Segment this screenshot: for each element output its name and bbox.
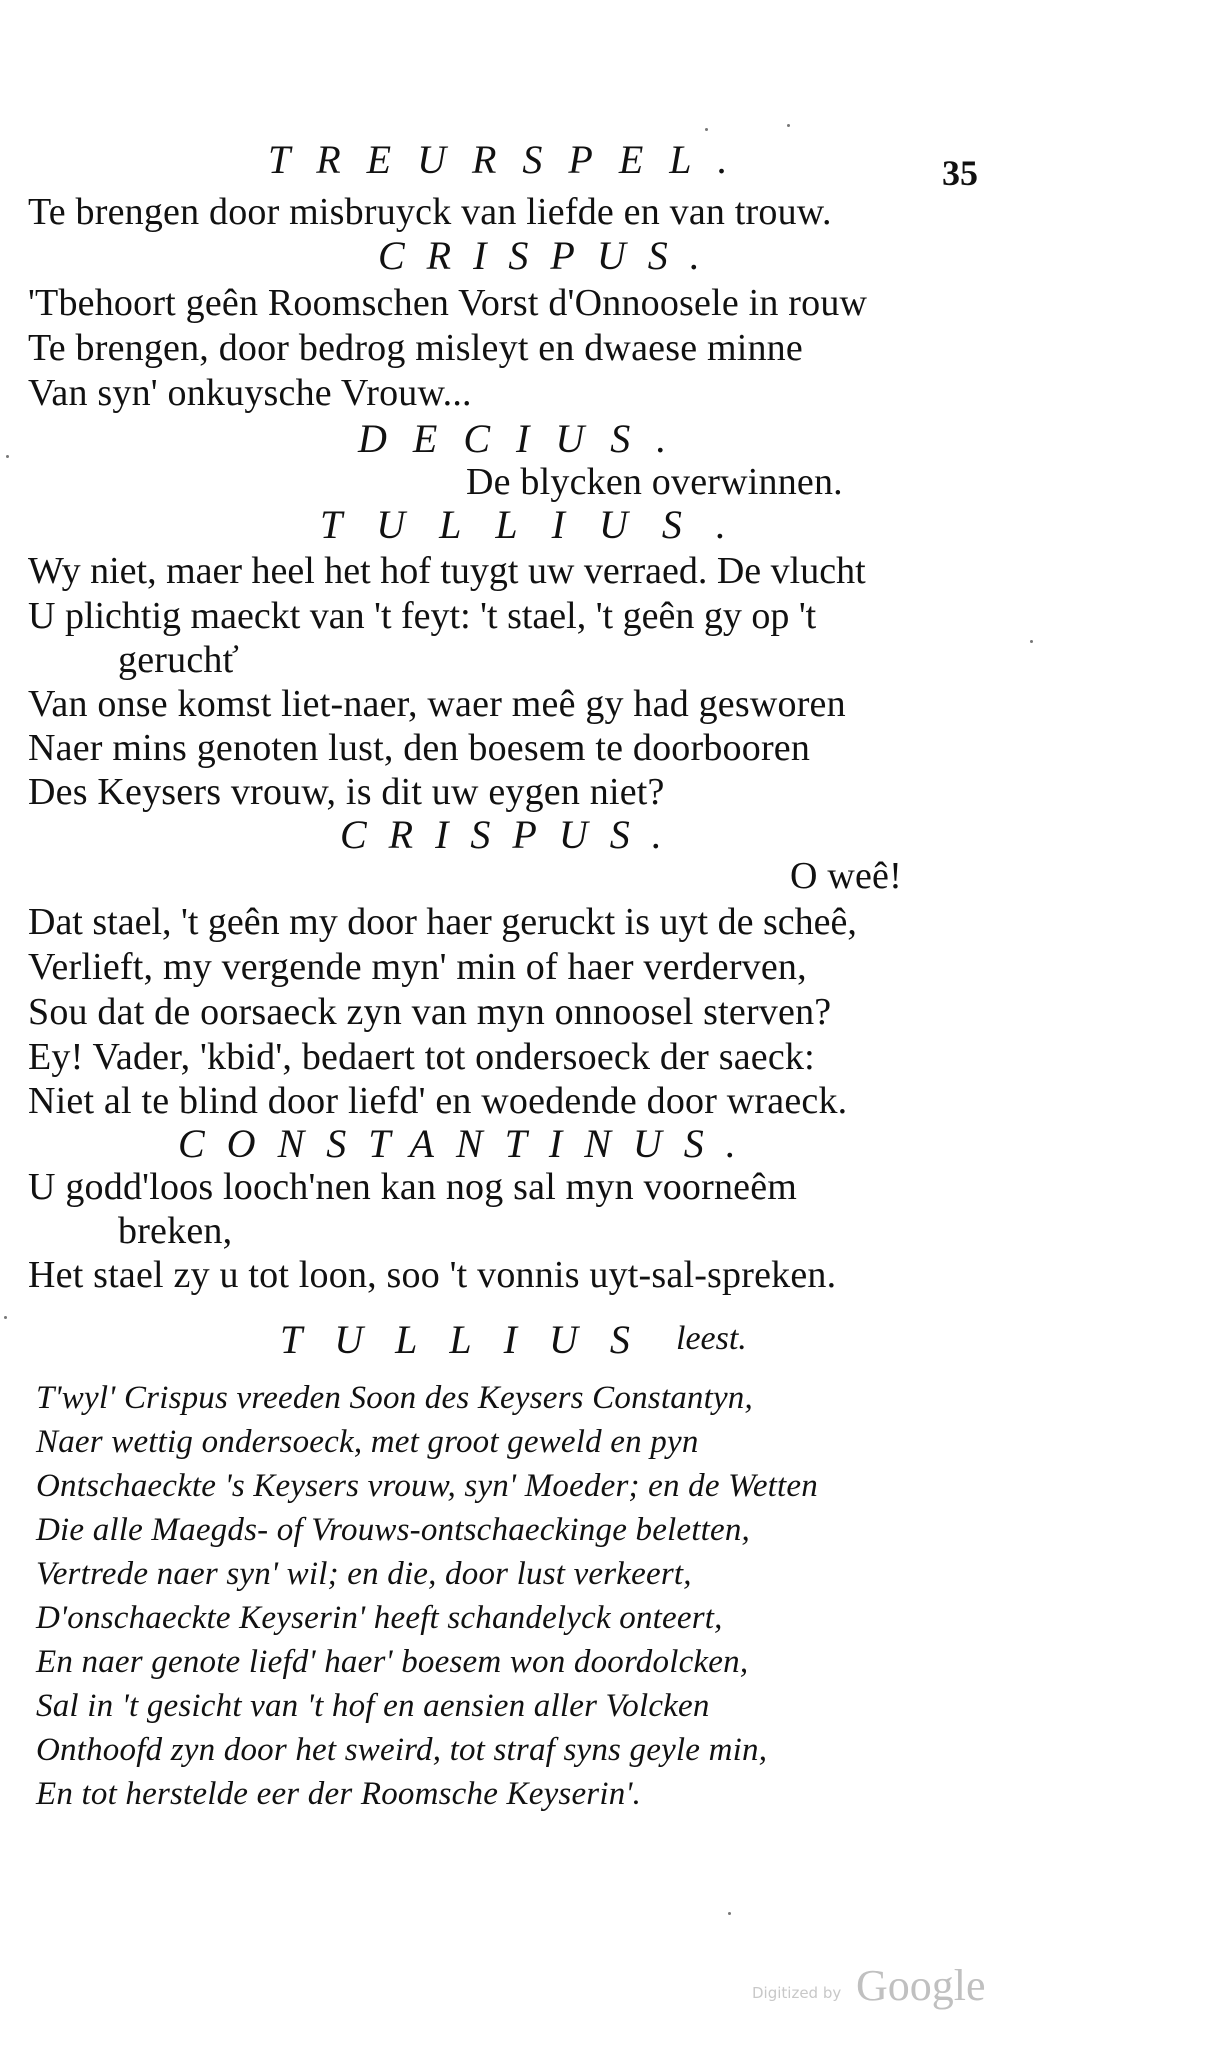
running-title: TREURSPEL.	[268, 137, 754, 182]
sentence-line: Vertrede naer syn' wil; en die, door lust verkeert,	[36, 1556, 692, 1592]
sentence-line: Die alle Maegds- of Vrouws-ontschaeckinge beletten,	[36, 1512, 750, 1548]
speaker-name: CONSTANTINUS.	[178, 1121, 758, 1166]
verse-line: Dat stael, 't geên my door haer geruckt is uyt de scheê,	[28, 901, 857, 943]
sentence-line: En naer genote liefd' haer' boesem won doordolcken,	[36, 1644, 749, 1680]
verse-line: Te brengen, door bedrog misleyt en dwaese minne	[28, 327, 803, 369]
verse-line: Wy niet, maer heel het hof tuygt uw verraed. De vlucht	[28, 550, 866, 592]
page-number: 35	[942, 153, 978, 193]
verse-line-continuation: geruchť	[118, 639, 240, 681]
sentence-line: Onthoofd zyn door het sweird, tot straf syns geyle min,	[36, 1732, 768, 1768]
verse-line-continuation: breken,	[118, 1210, 233, 1252]
verse-line: 'Tbehoort geên Roomschen Vorst d'Onnoosele in rouw	[28, 282, 868, 324]
scan-speck	[1030, 640, 1033, 643]
verse-line: U godd'loos looch'nen kan nog sal myn voorneêm	[28, 1166, 798, 1208]
speaker-name: CRISPUS.	[378, 233, 722, 278]
verse-line: Ey! Vader, 'kbid', bedaert tot ondersoeck der saeck:	[28, 1036, 815, 1078]
scan-speck	[787, 124, 790, 127]
speaker-name: DECIUS.	[358, 416, 693, 461]
speaker-name: CRISPUS.	[340, 812, 684, 857]
sentence-line: Sal in 't gesicht van 't hof en aensien aller Volcken	[36, 1688, 710, 1724]
speaker-name: TULLIUS.	[320, 502, 760, 547]
verse-line: Sou dat de oorsaeck zyn van myn onnoosel sterven?	[28, 991, 832, 1033]
verse-line: U plichtig maeckt van 't feyt: 't stael, 't geên gy op 't	[28, 595, 817, 637]
sentence-line: En tot herstelde eer der Roomsche Keyserin'.	[36, 1776, 642, 1812]
verse-line: Van onse komst liet-naer, waer meê gy had gesworen	[28, 683, 846, 725]
sentence-line: Naer wettig ondersoeck, met groot geweld en pyn	[36, 1424, 699, 1460]
verse-line: Verlieft, my vergende myn' min of haer verderven,	[28, 946, 807, 988]
scan-speck	[728, 1912, 731, 1915]
sentence-line: Ontschaeckte 's Keysers vrouw, syn' Moeder; en de Wetten	[36, 1468, 818, 1504]
verse-line: De blycken overwinnen.	[466, 461, 843, 503]
sentence-line: D'onschaeckte Keyserin' heeft schandelyck onteert,	[36, 1600, 723, 1636]
google-logo: Google	[856, 1961, 986, 2010]
digitized-by-label: Digitized by	[752, 1984, 842, 2002]
verse-line: Niet al te blind door liefd' en woedende door wraeck.	[28, 1080, 848, 1122]
scan-speck	[705, 128, 708, 131]
sentence-line: T'wyl' Crispus vreeden Soon des Keysers Constantyn,	[36, 1380, 753, 1416]
verse-line: Het stael zy u tot loon, soo 't vonnis uyt-sal-spreken.	[28, 1254, 837, 1296]
verse-line: Te brengen door misbruyck van liefde en van trouw.	[28, 191, 832, 233]
scan-speck	[6, 455, 9, 458]
verse-line: Naer mins genoten lust, den boesem te doorbooren	[28, 727, 811, 769]
verse-line: Des Keysers vrouw, is dit uw eygen niet?	[28, 771, 665, 813]
verse-line: O weê!	[790, 855, 902, 897]
verse-line: Van syn' onkuysche Vrouw...	[28, 372, 472, 414]
stage-direction: leest.	[676, 1320, 747, 1357]
scan-speck	[4, 1316, 7, 1319]
speaker-name: TULLIUS	[280, 1317, 662, 1362]
